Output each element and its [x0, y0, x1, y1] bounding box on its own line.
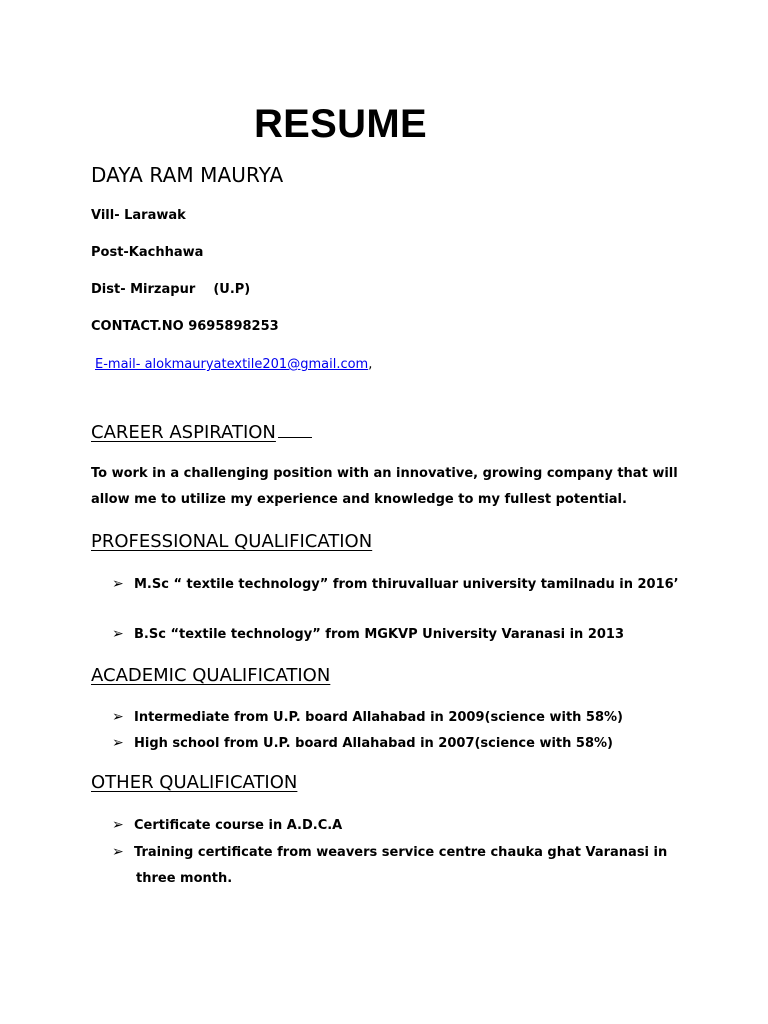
- list-item: [112, 815, 342, 836]
- professional-item-1: M.Sc “ textile technology” from thiruvalluar university tamilnadu in 2016’: [134, 577, 679, 592]
- career-aspiration-heading: [91, 419, 312, 447]
- address-post: Post-Kachhawa: [91, 245, 204, 260]
- email-link[interactable]: E-mail- alokmauryatextile201@gmail.com: [95, 357, 369, 372]
- list-item: [112, 707, 623, 728]
- list-item: [112, 624, 624, 645]
- other-qualification-heading: OTHER QUALIFICATION: [91, 772, 298, 793]
- arrow-bullet-icon: ➢: [112, 844, 124, 860]
- career-aspiration-line-2: allow me to utilize my experience and knowledge to my fullest potential.: [91, 492, 627, 507]
- document-title: RESUME: [254, 102, 427, 146]
- arrow-bullet-icon: ➢: [112, 576, 124, 592]
- other-item-2-continuation: three month.: [136, 871, 233, 886]
- career-aspiration-line-1: To work in a challenging position with an innovative, growing company that will: [91, 466, 678, 481]
- arrow-bullet-icon: ➢: [112, 735, 124, 751]
- list-item: [112, 733, 613, 754]
- professional-item-2: B.Sc “textile technology” from MGKVP University Varanasi in 2013: [134, 627, 625, 642]
- arrow-bullet-icon: ➢: [112, 709, 124, 725]
- address-village: Vill- Larawak: [91, 208, 186, 223]
- arrow-bullet-icon: ➢: [112, 817, 124, 833]
- candidate-name: DAYA RAM MAURYA: [91, 163, 284, 187]
- academic-item-2: High school from U.P. board Allahabad in 2007(science with 58%): [134, 736, 613, 751]
- professional-qualification-heading: PROFESSIONAL QUALIFICATION: [91, 531, 373, 552]
- contact-number: CONTACT.NO 9695898253: [91, 319, 279, 334]
- academic-item-1: Intermediate from U.P. board Allahabad in 2009(science with 58%): [134, 710, 623, 725]
- arrow-bullet-icon: ➢: [112, 626, 124, 642]
- list-item: [112, 574, 679, 595]
- email-line: [95, 355, 372, 375]
- other-item-2: Training certificate from weavers service centre chauka ghat Varanasi in: [134, 845, 668, 860]
- heading-underline-trail: [278, 436, 312, 438]
- career-aspiration-heading-text: CAREER ASPIRATION: [91, 422, 276, 443]
- academic-qualification-heading: ACADEMIC QUALIFICATION: [91, 665, 331, 686]
- list-item: [112, 842, 667, 863]
- email-trailing-comma: ,: [368, 357, 373, 372]
- other-item-1: Certificate course in A.D.C.A: [134, 818, 343, 833]
- address-district: Dist- Mirzapur (U.P): [91, 282, 251, 297]
